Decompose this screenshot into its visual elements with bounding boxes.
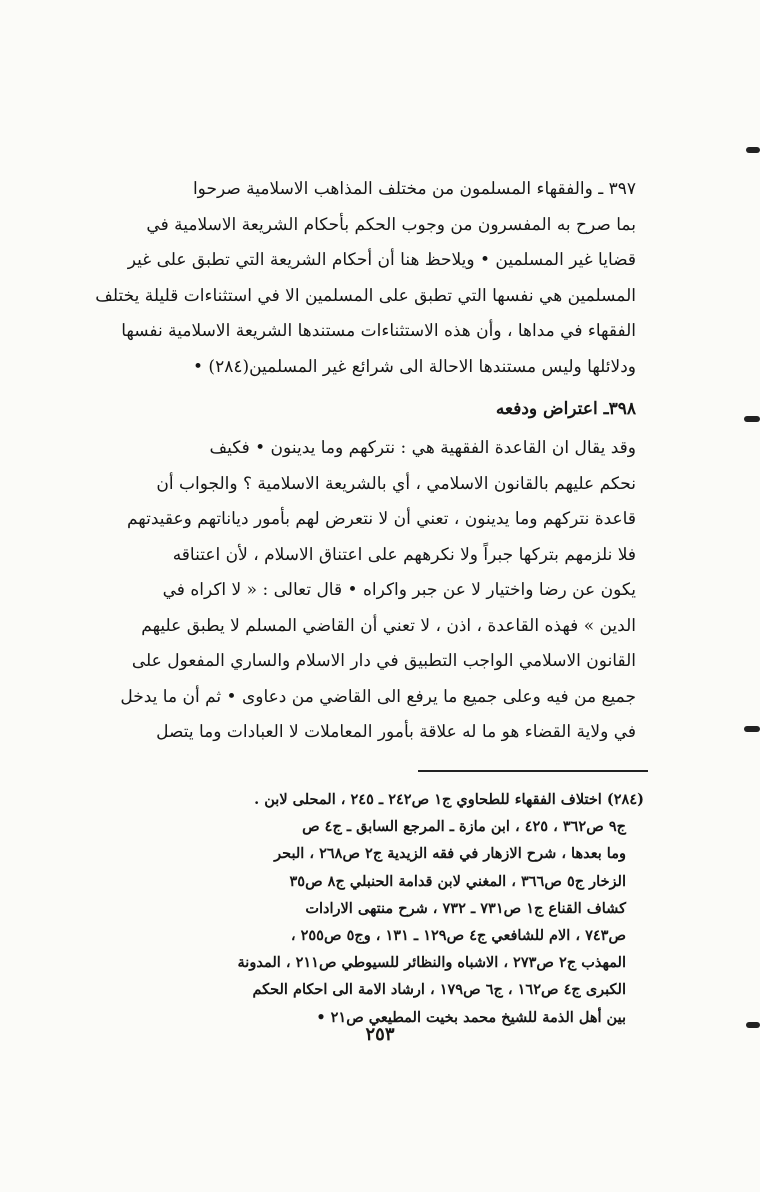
footnote-line: الزخار ج٥ ص٣٦٦ ، المغني لابن قدامة الحنبلي ج٨ ص٣٥ — [289, 872, 626, 890]
text-line: في ولاية القضاء هو ما له علاقة بأمور المعاملات لا العبادات وما يتصل — [156, 722, 636, 742]
text-line: بما صرح به المفسرون من وجوب الحكم بأحكام الشريعة الاسلامية في — [146, 214, 636, 235]
paragraph-397 — [95, 172, 636, 385]
footnote-line: كشاف القناع ج١ ص٧٣١ ـ ٧٣٢ ، شرح منتهى الارادات — [305, 899, 626, 917]
text-line: جميع من فيه وعلى جميع ما يرفع الى القاضي من دعاوى • ثم أن ما يدخل — [120, 686, 636, 707]
footnote-line: ج٩ ص٣٦٢ ، ٤٢٥ ، ابن مازة ـ المرجع السابق ـ ج٤ ص — [302, 818, 626, 836]
text-line: ٣٩٧ ـ والفقهاء المسلمون من مختلف المذاهب الاسلامية صرحوا — [192, 179, 636, 199]
scan-edge-mark — [746, 1022, 760, 1028]
footnote-line: وما بعدها ، شرح الازهار في فقه الزيدية ج٢ ص٢٦٨ ، البحر — [274, 845, 626, 863]
section-heading: ٣٩٨ـ اعتراض ودفعه — [495, 399, 636, 419]
footnote-line: بين أهل الذمة للشيخ محمد بخيت المطيعي ص٢١ • — [316, 1008, 626, 1026]
footnote-line: المهذب ج٢ ص٢٧٣ ، الاشباه والنظائر للسيوطي ص٢١١ ، المدونة — [237, 954, 626, 972]
text-line: الفقهاء في مداها ، وأن هذه الاستثناءات مستندها الشريعة الاسلامية نفسها — [121, 321, 636, 341]
scan-edge-mark — [744, 416, 760, 422]
footnote-separator — [418, 770, 648, 772]
footnote-line: (٢٨٤) اختلاف الفقهاء للطحاوي ج١ ص٢٤٢ ـ ٢٤٥ ، المحلى لابن . — [254, 791, 644, 808]
text-line: وقد يقال ان القاعدة الفقهية هي : نتركهم وما يدينون • فكيف — [209, 438, 636, 458]
footnote-line: الكبرى ج٤ ص١٦٢ ، ج٦ ص١٧٩ ، ارشاد الامة الى احكام الحكم — [252, 981, 626, 999]
section-398 — [120, 387, 636, 751]
text-line: يكون عن رضا واختيار لا عن جبر واكراه • قال تعالى : « لا اكراه في — [162, 580, 636, 600]
text-line: نحكم عليهم بالقانون الاسلامي ، أي بالشريعة الاسلامية ؟ والجواب أن — [156, 473, 636, 494]
text-line: ودلائلها وليس مستندها الاحالة الى شرائع غير المسلمين(٢٨٤) • — [192, 356, 636, 377]
text-line: الدين » فهذه القاعدة ، اذن ، لا تعني أن القاضي المسلم لا يطبق عليهم — [141, 615, 636, 636]
scan-edge-mark — [744, 726, 760, 732]
footnote-line: ص٧٤٣ ، الام للشافعي ج٤ ص١٢٩ ـ ١٣١ ، وج٥ ص٢٥٥ ، — [290, 927, 626, 945]
text-line: القانون الاسلامي الواجب التطبيق في دار الاسلام والساري المفعول على — [131, 651, 636, 671]
footnotes — [128, 786, 644, 1031]
text-line: فلا نلزمهم بتركها جبراً ولا نكرههم على اعتناق الاسلام ، لأن اعتناقه — [172, 544, 636, 565]
scan-edge-mark — [746, 147, 760, 153]
text-line: قضايا غير المسلمين • ويلاحظ هنا أن أحكام الشريعة التي تطبق على غير — [127, 250, 636, 270]
page-body — [95, 172, 636, 751]
text-line: قاعدة نتركهم وما يدينون ، تعني أن لا نتعرض لهم بأمور دياناتهم وعقيدتهم — [126, 509, 636, 529]
page-number: ٢٥٣ — [365, 1024, 395, 1045]
text-line: المسلمين هي نفسها التي تطبق على المسلمين الا في استثناءات قليلة يختلف — [95, 285, 636, 306]
